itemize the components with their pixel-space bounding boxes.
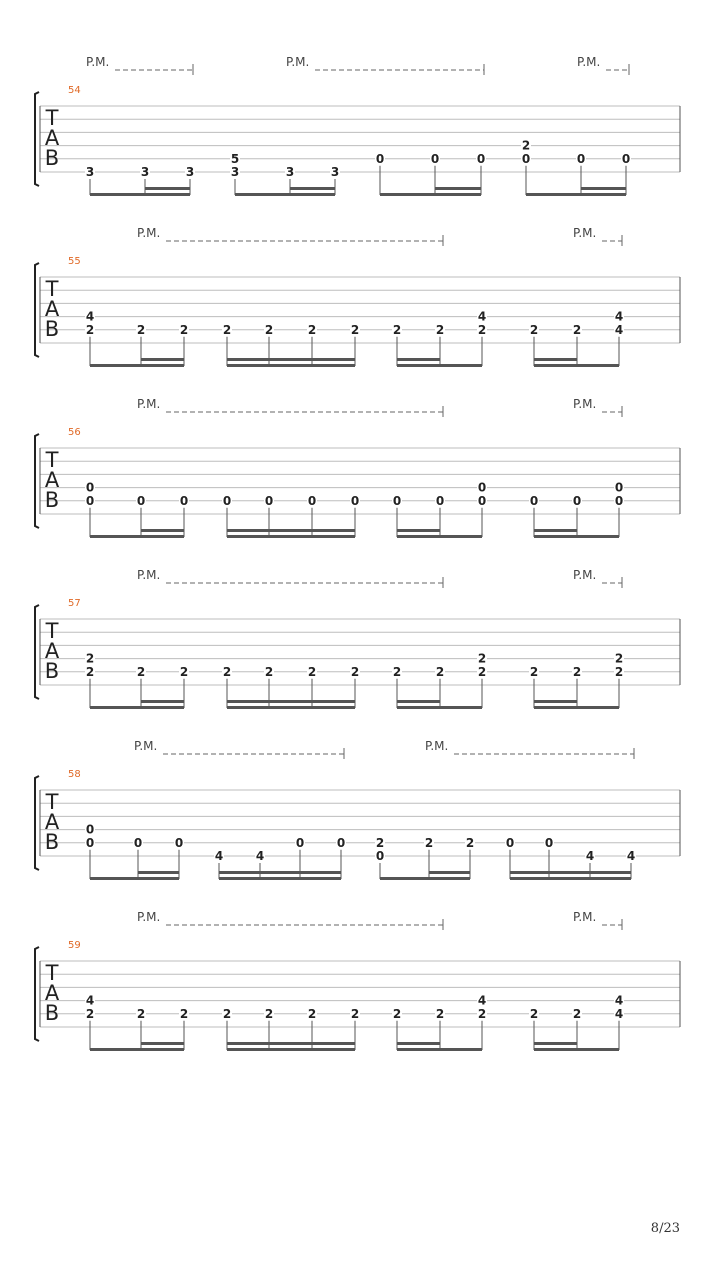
fret-number: 3 <box>230 165 240 179</box>
fret-number: 3 <box>185 165 195 179</box>
beam-secondary <box>145 187 190 190</box>
fret-number: 4 <box>85 309 95 324</box>
fret-number: 0 <box>85 480 95 495</box>
fret-number: 0 <box>264 493 274 508</box>
tab-clef-letter: T <box>45 277 59 301</box>
beam-secondary <box>227 700 355 703</box>
fret-number: 2 <box>179 1006 189 1021</box>
fret-number: 2 <box>179 322 189 337</box>
beam-secondary <box>290 187 335 190</box>
beam-secondary <box>534 529 577 532</box>
fret-number: 2 <box>435 664 445 679</box>
beam <box>534 535 619 538</box>
fret-number: 2 <box>614 651 624 666</box>
fret-number: 0 <box>307 493 317 508</box>
fret-number: 0 <box>375 849 385 863</box>
fret-number: 0 <box>392 493 402 508</box>
beam-secondary <box>429 871 470 874</box>
fret-number: 2 <box>222 322 232 337</box>
fret-number: 2 <box>136 322 146 337</box>
fret-number: 0 <box>477 493 487 508</box>
palm-mute-label: P.M. <box>134 739 158 753</box>
beam <box>534 364 619 367</box>
tab-clef-letter: B <box>44 830 60 854</box>
fret-number: 2 <box>307 322 317 337</box>
palm-mute-label: P.M. <box>286 55 310 69</box>
fret-number: 2 <box>465 835 475 850</box>
beam <box>227 535 355 538</box>
beam-secondary <box>510 871 631 874</box>
measure-number: 57 <box>68 598 81 609</box>
tab-clef-letter: T <box>45 619 59 643</box>
beam-secondary <box>227 1042 355 1045</box>
beam-secondary <box>141 700 184 703</box>
fret-number: 4 <box>255 849 265 863</box>
system-59-bracket <box>35 947 39 1041</box>
beam-secondary <box>435 187 481 190</box>
fret-number: 2 <box>307 664 317 679</box>
beam <box>90 1048 184 1051</box>
fret-number: 2 <box>521 138 531 153</box>
beam-secondary <box>227 529 355 532</box>
fret-number: 2 <box>435 1006 445 1021</box>
palm-mute-label: P.M. <box>425 739 449 753</box>
fret-number: 2 <box>85 322 95 337</box>
fret-number: 2 <box>614 664 624 679</box>
beam <box>534 706 619 709</box>
fret-number: 4 <box>614 993 624 1008</box>
beam-secondary <box>581 187 626 190</box>
fret-number: 0 <box>476 151 486 166</box>
tab-clef-letter: B <box>44 659 60 683</box>
beam-secondary <box>397 358 440 361</box>
fret-number: 0 <box>85 835 95 850</box>
fret-number: 4 <box>85 993 95 1008</box>
tab-clef-letter: T <box>45 448 59 472</box>
beam <box>380 193 481 196</box>
fret-number: 2 <box>350 1006 360 1021</box>
palm-mute-label: P.M. <box>137 568 161 582</box>
tab-clef-letter: T <box>45 790 59 814</box>
fret-number: 0 <box>477 480 487 495</box>
fret-number: 3 <box>285 165 295 179</box>
fret-number: 4 <box>614 1006 624 1021</box>
fret-number: 4 <box>585 849 595 863</box>
fret-number: 0 <box>85 822 95 837</box>
system-58-bracket <box>35 776 39 870</box>
beam-secondary <box>138 871 179 874</box>
fret-number: 2 <box>85 664 95 679</box>
palm-mute-label: P.M. <box>137 226 161 240</box>
fret-number: 0 <box>505 835 515 850</box>
palm-mute-label: P.M. <box>573 226 597 240</box>
tab-clef-letter: A <box>44 297 60 321</box>
fret-number: 0 <box>544 835 554 850</box>
beam <box>397 364 482 367</box>
page-number: 8/23 <box>650 1221 680 1236</box>
tab-clef-letter: A <box>44 126 60 150</box>
tab-clef-letter: A <box>44 639 60 663</box>
fret-number: 4 <box>477 993 487 1008</box>
fret-number: 0 <box>336 835 346 850</box>
fret-number: 2 <box>392 1006 402 1021</box>
beam <box>235 193 335 196</box>
fret-number: 4 <box>614 322 624 337</box>
beam-secondary <box>141 1042 184 1045</box>
beam <box>90 706 184 709</box>
fret-number: 0 <box>133 835 143 850</box>
beam-secondary <box>534 358 577 361</box>
beam-secondary <box>397 1042 440 1045</box>
fret-number: 2 <box>375 835 385 850</box>
fret-number: 2 <box>85 651 95 666</box>
fret-number: 0 <box>85 493 95 508</box>
tab-clef-letter: B <box>44 146 60 170</box>
fret-number: 0 <box>222 493 232 508</box>
palm-mute-label: P.M. <box>577 55 601 69</box>
fret-number: 4 <box>214 849 224 863</box>
fret-number: 0 <box>614 480 624 495</box>
beam <box>397 535 482 538</box>
tab-clef-letter: T <box>45 961 59 985</box>
fret-number: 2 <box>392 664 402 679</box>
fret-number: 0 <box>614 493 624 508</box>
fret-number: 2 <box>477 664 487 679</box>
fret-number: 3 <box>140 165 150 179</box>
fret-number: 2 <box>529 322 539 337</box>
fret-number: 0 <box>435 493 445 508</box>
fret-number: 0 <box>375 151 385 166</box>
beam-secondary <box>397 529 440 532</box>
fret-number: 3 <box>330 165 340 179</box>
fret-number: 0 <box>174 835 184 850</box>
measure-number: 55 <box>68 256 81 267</box>
fret-number: 2 <box>222 664 232 679</box>
fret-number: 2 <box>136 1006 146 1021</box>
beam <box>90 535 184 538</box>
fret-number: 2 <box>179 664 189 679</box>
tab-clef-letter: A <box>44 981 60 1005</box>
beam <box>227 706 355 709</box>
fret-number: 2 <box>572 1006 582 1021</box>
beam <box>534 1048 619 1051</box>
palm-mute-label: P.M. <box>573 397 597 411</box>
fret-number: 2 <box>85 1006 95 1021</box>
fret-number: 0 <box>572 493 582 508</box>
fret-number: 0 <box>529 493 539 508</box>
system-56-bracket <box>35 434 39 528</box>
measure-number: 59 <box>68 940 81 951</box>
palm-mute-label: P.M. <box>86 55 110 69</box>
fret-number: 2 <box>264 664 274 679</box>
beam-secondary <box>397 700 440 703</box>
fret-number: 2 <box>136 664 146 679</box>
beam <box>227 364 355 367</box>
beam <box>90 364 184 367</box>
fret-number: 2 <box>572 322 582 337</box>
fret-number: 2 <box>350 664 360 679</box>
fret-number: 2 <box>529 1006 539 1021</box>
tab-clef-letter: A <box>44 468 60 492</box>
fret-number: 0 <box>179 493 189 508</box>
beam <box>510 877 631 880</box>
fret-number: 2 <box>477 651 487 666</box>
fret-number: 0 <box>576 151 586 166</box>
fret-number: 2 <box>350 322 360 337</box>
fret-number: 2 <box>572 664 582 679</box>
tab-clef-letter: B <box>44 317 60 341</box>
beam-secondary <box>219 871 341 874</box>
beam <box>526 193 626 196</box>
tab-clef-letter: T <box>45 106 59 130</box>
fret-number: 0 <box>295 835 305 850</box>
fret-number: 4 <box>614 309 624 324</box>
beam <box>397 706 482 709</box>
beam-secondary <box>534 1042 577 1045</box>
measure-number: 56 <box>68 427 81 438</box>
fret-number: 2 <box>264 1006 274 1021</box>
beam <box>219 877 341 880</box>
fret-number: 0 <box>430 151 440 166</box>
beam-secondary <box>141 358 184 361</box>
fret-number: 0 <box>621 151 631 166</box>
fret-number: 0 <box>136 493 146 508</box>
fret-number: 2 <box>529 664 539 679</box>
palm-mute-label: P.M. <box>573 568 597 582</box>
beam-secondary <box>141 529 184 532</box>
fret-number: 2 <box>307 1006 317 1021</box>
fret-number: 2 <box>435 322 445 337</box>
fret-number: 4 <box>477 309 487 324</box>
beam <box>397 1048 482 1051</box>
system-57-bracket <box>35 605 39 699</box>
measure-number: 58 <box>68 769 81 780</box>
fret-number: 4 <box>626 849 636 863</box>
system-55-bracket <box>35 263 39 357</box>
palm-mute-label: P.M. <box>137 910 161 924</box>
measure-number: 54 <box>68 85 81 96</box>
beam-secondary <box>534 700 577 703</box>
fret-number: 2 <box>264 322 274 337</box>
beam-secondary <box>227 358 355 361</box>
fret-number: 2 <box>424 835 434 850</box>
fret-number: 3 <box>85 165 95 179</box>
system-54-bracket <box>35 92 39 186</box>
fret-number: 0 <box>350 493 360 508</box>
tab-clef-letter: B <box>44 488 60 512</box>
palm-mute-label: P.M. <box>137 397 161 411</box>
beam <box>227 1048 355 1051</box>
beam <box>380 877 470 880</box>
fret-number: 2 <box>222 1006 232 1021</box>
beam <box>90 193 190 196</box>
fret-number: 2 <box>477 1006 487 1021</box>
palm-mute-label: P.M. <box>573 910 597 924</box>
fret-number: 2 <box>392 322 402 337</box>
fret-number: 5 <box>230 151 240 166</box>
tab-clef-letter: B <box>44 1001 60 1025</box>
fret-number: 2 <box>477 322 487 337</box>
tab-clef-letter: A <box>44 810 60 834</box>
fret-number: 0 <box>521 151 531 166</box>
beam <box>90 877 179 880</box>
